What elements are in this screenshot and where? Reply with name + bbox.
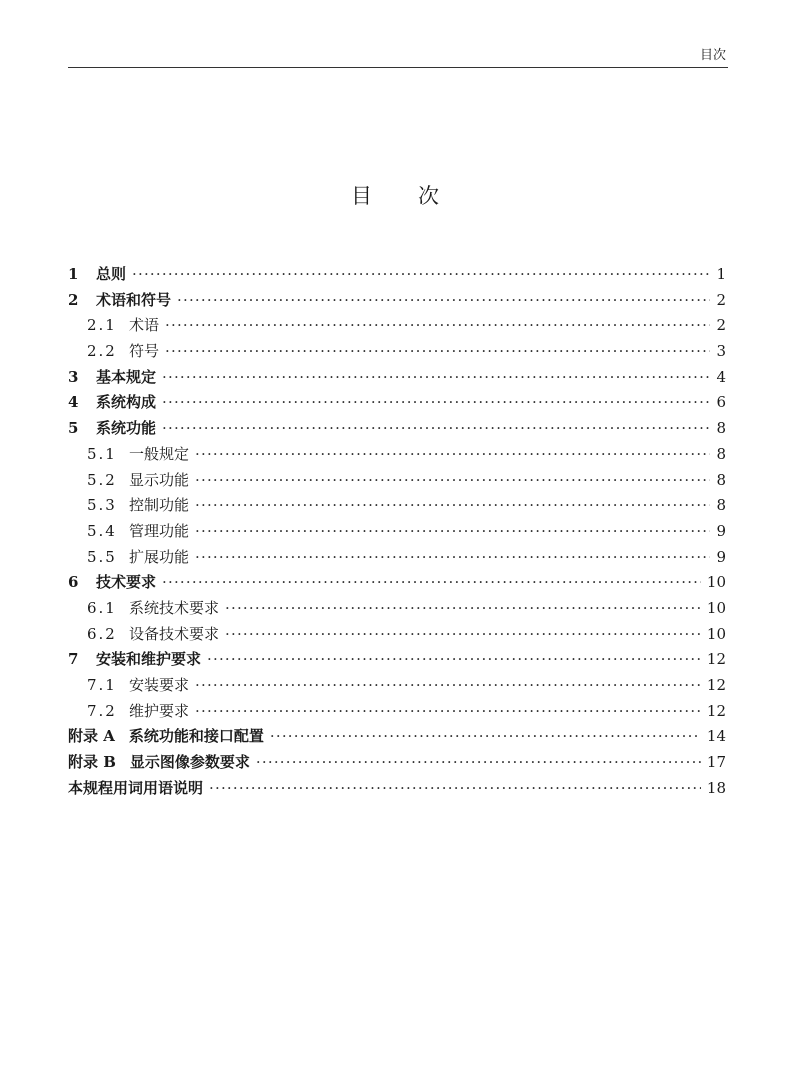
header-rule <box>68 67 728 68</box>
page-title: 目次 <box>351 184 485 208</box>
toc-entry-number: 5 <box>68 419 79 438</box>
toc-entry[interactable] <box>68 570 726 596</box>
toc-entry[interactable] <box>68 519 726 545</box>
toc-entry-title: 总则 <box>96 265 127 283</box>
toc-entry-label <box>87 699 189 725</box>
toc-entry-number: 6.1 <box>87 598 117 617</box>
toc-entry-page-number: 12 <box>706 701 726 720</box>
toc-entry-title: 管理功能 <box>129 521 190 540</box>
toc-entry[interactable] <box>68 442 726 468</box>
dot-leader <box>165 339 710 365</box>
toc-entry[interactable] <box>68 313 726 339</box>
toc-entry-label <box>68 416 156 442</box>
toc-entry-page-number: 4 <box>716 367 726 386</box>
toc-entry-title: 技术要求 <box>96 573 157 592</box>
toc-entry-title: 显示图像参数要求 <box>129 753 250 772</box>
toc-entry-page-number: 8 <box>716 496 726 515</box>
toc-entry-label <box>68 365 156 391</box>
toc-entry-label <box>68 776 203 802</box>
toc-entry-label <box>68 750 250 776</box>
toc-entry[interactable] <box>68 262 726 288</box>
toc-entry-page-number: 10 <box>706 598 726 617</box>
toc-entry[interactable] <box>68 288 726 314</box>
toc-entry-title: 扩展功能 <box>129 547 190 566</box>
toc-entry-title: 系统功能和接口配置 <box>128 727 264 746</box>
toc-entry-number: 7.1 <box>87 676 117 694</box>
toc-entry-number: 5.3 <box>87 496 117 515</box>
toc-entry-page-number: 10 <box>706 573 726 592</box>
dot-leader <box>195 673 701 699</box>
toc-entry[interactable] <box>68 416 726 442</box>
toc-entry-page-number: 8 <box>716 444 726 463</box>
toc-entry-page-number: 2 <box>716 316 726 335</box>
dot-leader <box>177 288 710 314</box>
toc-entry-title: 安装和维护要求 <box>96 650 202 669</box>
toc-entry-page-number: 9 <box>716 521 726 540</box>
toc-entry[interactable] <box>68 365 726 391</box>
toc-entry[interactable] <box>68 724 726 750</box>
dot-leader <box>162 416 710 442</box>
toc-entry-page-number: 17 <box>706 753 726 772</box>
toc-entry-page-number: 3 <box>716 342 726 361</box>
toc-entry-label <box>68 724 264 750</box>
toc-entry-page-number: 12 <box>706 676 726 694</box>
dot-leader <box>195 699 701 725</box>
toc-entry-title: 术语和符号 <box>96 290 172 309</box>
dot-leader <box>270 724 701 750</box>
toc-entry-title: 安装要求 <box>129 676 190 694</box>
toc-entry[interactable] <box>68 673 726 699</box>
running-header: 目次 <box>699 48 726 63</box>
toc-entry-label <box>87 622 219 648</box>
toc-entry[interactable] <box>68 339 726 365</box>
toc-entry-title: 设备技术要求 <box>129 624 220 643</box>
toc-entry-page-number: 6 <box>716 393 726 412</box>
toc-entry-number: 5.4 <box>87 521 117 540</box>
toc-entry-page-number: 12 <box>706 650 726 669</box>
toc-entry[interactable] <box>68 776 726 802</box>
toc-entry-label <box>87 313 159 339</box>
toc-entry-label <box>68 647 201 673</box>
toc-entry-number: 5.2 <box>87 470 117 489</box>
dot-leader <box>256 750 701 776</box>
dot-leader <box>225 622 701 648</box>
toc-entry-number: 6.2 <box>87 624 117 643</box>
toc-entry-label <box>87 442 189 468</box>
toc-entry-label <box>87 519 189 545</box>
toc-entry-title: 系统技术要求 <box>129 598 220 617</box>
toc-entry[interactable] <box>68 699 726 725</box>
toc-entry-label <box>87 596 219 622</box>
toc-entry-page-number: 2 <box>716 290 726 309</box>
toc-entry-label <box>68 288 171 314</box>
dot-leader <box>195 519 710 545</box>
dot-leader <box>195 468 710 494</box>
toc-entry-number: 3 <box>68 367 79 386</box>
dot-leader <box>209 776 701 802</box>
toc-entry[interactable] <box>68 390 726 416</box>
toc-entry[interactable] <box>68 545 726 571</box>
dot-leader <box>225 596 701 622</box>
toc-entry-number: 6 <box>68 573 79 592</box>
toc-entry-number: 2.2 <box>87 342 117 361</box>
dot-leader <box>195 545 710 571</box>
toc-entry-number: 附录 B <box>68 753 116 772</box>
toc-entry[interactable] <box>68 647 726 673</box>
toc-entry[interactable] <box>68 468 726 494</box>
toc-entry-title: 符号 <box>129 342 160 361</box>
toc-entry-title: 一般规定 <box>129 444 190 463</box>
toc-entry-title: 维护要求 <box>129 701 190 720</box>
dot-leader <box>165 313 710 339</box>
toc-entry-page-number: 8 <box>716 419 726 438</box>
toc-entry-number: 5.5 <box>87 547 117 566</box>
toc-entry-label <box>87 339 159 365</box>
toc-entry-title: 本规程用词用语说明 <box>68 778 204 797</box>
toc-entry-title: 基本规定 <box>96 367 157 386</box>
toc-entry-label <box>87 545 189 571</box>
dot-leader <box>162 365 710 391</box>
toc-entry-title: 系统构成 <box>96 393 157 412</box>
toc-entry-label <box>87 468 189 494</box>
toc-entry-number: 附录 A <box>68 727 115 746</box>
toc-entry-number: 5.1 <box>87 444 117 463</box>
table-of-contents <box>68 262 726 801</box>
toc-entry-number: 7.2 <box>87 701 117 720</box>
toc-entry-number: 2.1 <box>87 316 117 335</box>
toc-entry-page-number: 1 <box>716 265 726 283</box>
toc-entry[interactable] <box>68 596 726 622</box>
toc-entry-title: 显示功能 <box>129 470 190 489</box>
toc-entry-label <box>87 673 189 699</box>
toc-entry-page-number: 14 <box>706 727 726 746</box>
toc-entry[interactable] <box>68 493 726 519</box>
toc-entry-number: 4 <box>68 393 79 412</box>
dot-leader <box>195 442 710 468</box>
toc-entry-number: 2 <box>68 290 79 309</box>
toc-entry-title: 术语 <box>129 316 160 335</box>
toc-entry-page-number: 18 <box>706 778 726 797</box>
toc-entry-label <box>87 493 189 519</box>
dot-leader <box>207 647 701 673</box>
dot-leader <box>162 390 710 416</box>
toc-entry-title: 控制功能 <box>129 496 190 515</box>
dot-leader <box>195 493 710 519</box>
toc-entry-number: 1 <box>68 265 79 283</box>
toc-entry-label <box>68 390 156 416</box>
toc-entry-number: 7 <box>68 650 79 669</box>
toc-entry-page-number: 9 <box>716 547 726 566</box>
toc-entry-title: 系统功能 <box>96 419 157 438</box>
toc-entry-label <box>68 570 156 596</box>
toc-entry-page-number: 8 <box>716 470 726 489</box>
dot-leader <box>132 262 710 288</box>
dot-leader <box>162 570 701 596</box>
toc-entry-page-number: 10 <box>706 624 726 643</box>
toc-entry[interactable] <box>68 750 726 776</box>
toc-entry[interactable] <box>68 622 726 648</box>
toc-entry-label <box>68 262 126 288</box>
